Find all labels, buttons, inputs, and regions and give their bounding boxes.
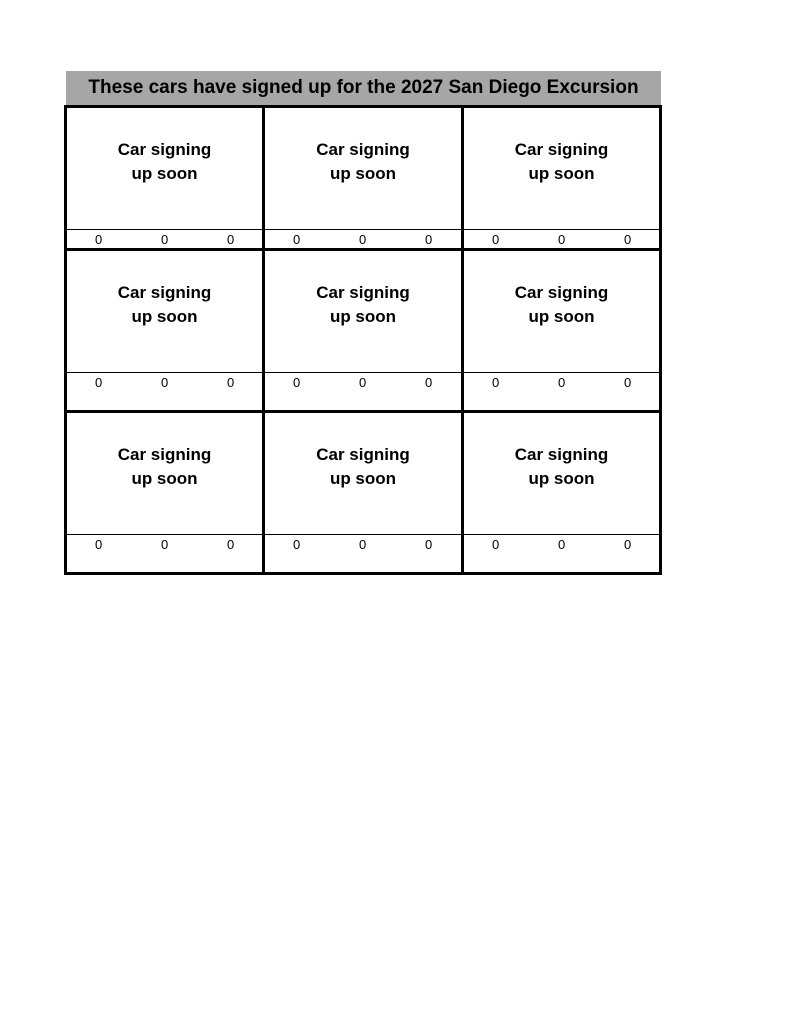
car-card-value: 0 xyxy=(359,232,367,247)
car-card-line1: Car signing xyxy=(514,283,609,302)
car-card-values xyxy=(265,372,461,393)
car-card-title xyxy=(464,413,659,537)
car-card-value: 0 xyxy=(359,375,367,390)
car-card-line1: Car signing xyxy=(316,445,410,464)
car-card-line1: Car signing xyxy=(117,283,212,302)
car-card-title xyxy=(67,413,262,537)
car-card-value: 0 xyxy=(161,537,169,552)
car-card-values xyxy=(265,229,461,250)
car-card xyxy=(265,251,461,410)
car-card-value: 0 xyxy=(492,232,500,247)
car-card-value: 0 xyxy=(95,537,103,552)
car-card-line2: up soon xyxy=(329,164,397,183)
car-card-value: 0 xyxy=(558,232,566,247)
car-card-value: 0 xyxy=(161,232,169,247)
car-card-line2: up soon xyxy=(528,164,595,183)
car-card-line2: up soon xyxy=(131,164,198,183)
car-card-value: 0 xyxy=(425,537,433,552)
sheet-title: These cars have signed up for the 2027 San Diego Excursion xyxy=(66,71,661,105)
car-card-line2: up soon xyxy=(329,469,397,488)
car-card xyxy=(464,108,659,248)
car-card-line1: Car signing xyxy=(117,445,212,464)
car-card-values xyxy=(464,229,659,250)
car-card-value: 0 xyxy=(293,375,301,390)
car-card-line2: up soon xyxy=(131,469,198,488)
car-card-value: 0 xyxy=(359,537,367,552)
car-card-value: 0 xyxy=(624,232,632,247)
car-card-line2: up soon xyxy=(329,307,397,326)
car-card-value: 0 xyxy=(558,537,566,552)
car-card-values xyxy=(67,229,262,250)
car-card-title xyxy=(464,108,659,232)
car-card xyxy=(67,251,262,410)
car-card-line2: up soon xyxy=(528,307,595,326)
car-card-line1: Car signing xyxy=(514,445,609,464)
car-card-title xyxy=(67,251,262,375)
car-card-title xyxy=(464,251,659,375)
car-card xyxy=(67,108,262,248)
car-card-title xyxy=(265,108,461,232)
car-card-value: 0 xyxy=(624,537,632,552)
car-grid xyxy=(64,105,662,575)
car-card-value: 0 xyxy=(558,375,566,390)
car-card-value: 0 xyxy=(624,375,632,390)
car-card-values xyxy=(67,372,262,393)
car-card-value: 0 xyxy=(227,537,235,552)
car-card-line1: Car signing xyxy=(514,140,609,159)
car-card-value: 0 xyxy=(95,232,103,247)
car-card-value: 0 xyxy=(492,375,500,390)
car-card-line1: Car signing xyxy=(316,140,410,159)
car-card-value: 0 xyxy=(293,232,301,247)
car-card-value: 0 xyxy=(227,232,235,247)
car-card-values xyxy=(464,372,659,393)
car-card xyxy=(265,413,461,572)
car-card-value: 0 xyxy=(425,375,433,390)
car-card-values xyxy=(265,534,461,555)
car-card xyxy=(464,251,659,410)
car-card-value: 0 xyxy=(227,375,235,390)
car-card-values xyxy=(464,534,659,555)
car-card-value: 0 xyxy=(425,232,433,247)
car-card-line1: Car signing xyxy=(117,140,212,159)
car-card-title xyxy=(265,413,461,537)
grid-line xyxy=(659,105,662,575)
car-card-line2: up soon xyxy=(528,469,595,488)
car-card-line2: up soon xyxy=(131,307,198,326)
car-card-value: 0 xyxy=(161,375,169,390)
car-card-title xyxy=(265,251,461,375)
car-card-value: 0 xyxy=(95,375,103,390)
car-card-title xyxy=(67,108,262,232)
car-card xyxy=(265,108,461,248)
car-card xyxy=(464,413,659,572)
car-card xyxy=(67,413,262,572)
grid-line xyxy=(64,572,662,575)
car-card-value: 0 xyxy=(293,537,301,552)
car-card-line1: Car signing xyxy=(316,283,410,302)
car-card-value: 0 xyxy=(492,537,500,552)
car-card-values xyxy=(67,534,262,555)
